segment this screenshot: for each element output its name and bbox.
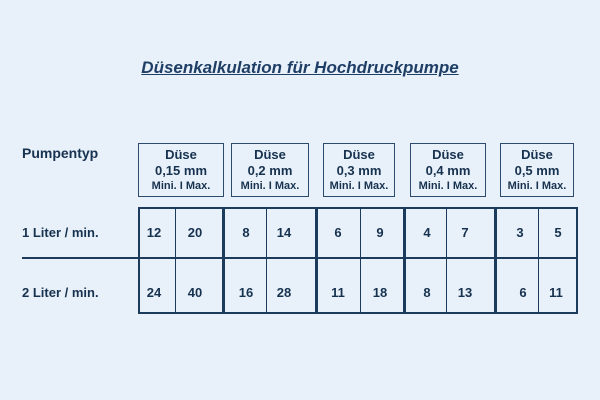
nozzle-size: 0,3 mm — [336, 163, 382, 178]
nozzle-label: Düse — [432, 147, 464, 162]
table-cell: 24 — [146, 285, 162, 300]
nozzle-header-1 — [138, 143, 224, 197]
table-cell: 3 — [516, 225, 524, 240]
group-divider — [494, 207, 497, 314]
table-cell: 40 — [187, 285, 203, 300]
table-cell: 20 — [187, 225, 203, 240]
table-cell: 11 — [331, 285, 345, 300]
nozzle-label: Düse — [521, 147, 553, 162]
table-cell: 12 — [146, 225, 162, 240]
nozzle-size: 0,15 mm — [154, 163, 208, 178]
nozzle-range: Mini. I Max. — [151, 180, 211, 192]
nozzle-range: Mini. I Max. — [418, 180, 478, 192]
group-divider — [403, 207, 406, 314]
table-cell: 13 — [457, 285, 473, 300]
table-cell: 7 — [461, 225, 469, 240]
pumpentyp-label: Pumpentyp — [22, 145, 99, 161]
nozzle-label: Düse — [165, 147, 197, 162]
table-cell: 4 — [423, 225, 431, 240]
table-cell: 11 — [549, 285, 563, 300]
nozzle-range: Mini. I Max. — [240, 180, 300, 192]
table-cell: 14 — [276, 225, 292, 240]
row-label-2-liter: 2 Liter / min. — [22, 285, 99, 300]
group-divider — [222, 207, 225, 314]
row-label-1-liter: 1 Liter / min. — [22, 225, 99, 240]
nozzle-label: Düse — [343, 147, 375, 162]
table-cell: 8 — [423, 285, 431, 300]
nozzle-header-3 — [323, 143, 395, 197]
nozzle-range: Mini. I Max. — [507, 180, 567, 192]
table-cell: 18 — [372, 285, 388, 300]
nozzle-range: Mini. I Max. — [329, 180, 389, 192]
table-cell: 16 — [238, 285, 254, 300]
nozzle-header-4 — [410, 143, 486, 197]
nozzle-size: 0,4 mm — [425, 163, 471, 178]
nozzle-label: Düse — [254, 147, 286, 162]
nozzle-size: 0,5 mm — [514, 163, 560, 178]
nozzle-header-5 — [500, 143, 574, 197]
table-cell: 8 — [242, 225, 250, 240]
table-cell: 6 — [519, 285, 527, 300]
table-cell: 5 — [554, 225, 562, 240]
table-cell: 28 — [276, 285, 292, 300]
page-title: Düsenkalkulation für Hochdruckpumpe — [141, 58, 459, 77]
nozzle-size: 0,2 mm — [247, 163, 293, 178]
nozzle-header-2 — [231, 143, 309, 197]
table-cell: 9 — [376, 225, 384, 240]
table-cell: 6 — [334, 225, 342, 240]
